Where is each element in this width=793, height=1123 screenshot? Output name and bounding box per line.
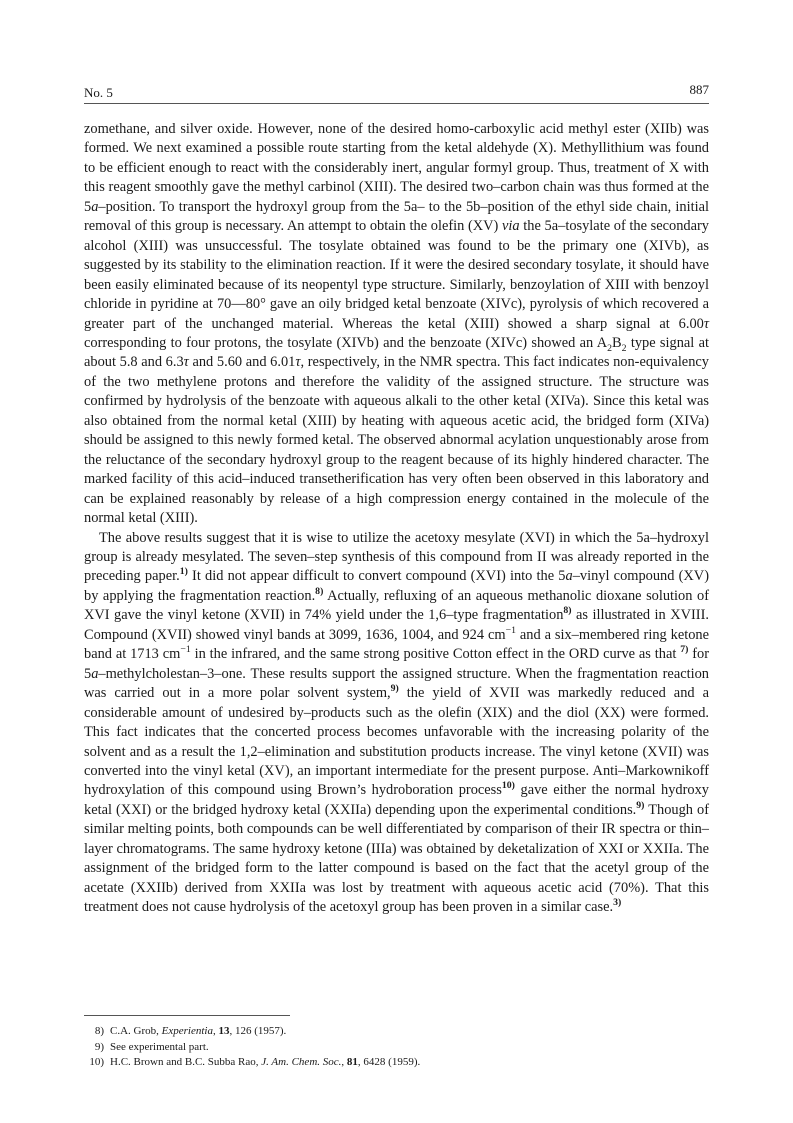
journal-issue: No. 5: [84, 85, 113, 100]
body-text: [84, 120, 709, 918]
running-header: [84, 82, 709, 102]
footnote-item: [84, 1040, 709, 1056]
footnote-number: 9): [94, 1040, 104, 1053]
footnote-text: See experimental part.: [110, 1040, 209, 1053]
header-rule: [84, 103, 709, 104]
footnotes: [84, 1024, 709, 1071]
page-number: 887: [689, 82, 709, 97]
footnote-number: 10): [89, 1056, 104, 1068]
footnote-item: [84, 1024, 709, 1040]
footnote-text: H.C. Brown and B.C. Subba Rao, J. Am. Chem. Soc., 81, 6428 (1959).: [110, 1056, 421, 1068]
paragraph-ketal-studies: zomethane, and silver oxide. However, none of the desired homo-carboxylic acid methyl ester (XIIb) was formed. We next examined a possible route starting from the ketal aldehyde (X). Methyllithium was found to be efficient enough to react with the considerably inert, angular formyl group. Thus, treatment of X with this reagent smoothly gave the methyl carbinol (XIII). The desired two–carbon chain was thus formed at the 5a–position. To transport the hydroxyl group from the 5a– to the 5b–position of the ethyl side chain, initial removal of this group is necessary. An attempt to obtain the olefin (XV) via the 5a–tosylate of the secondary alcohol (XIII) was unsuccessful. The tosylate obtained was found to be the primary one (XIVb), as suggested by its stability to the elimination reaction. If it were the desired secondary tosylate, it should have been easily eliminated because of its neopentyl type structure. Similarly, benzoylation of XIII with benzoyl chloride in pyridine at 70—80° gave an oily bridged ketal benzoate (XIVc), pyrolysis of which recovered a greater part of the unchanged material. Whereas the ketal (XIII) showed a sharp signal at 6.00τ corresponding to four protons, the tosylate (XIVb) and the benzoate (XIVc) showed an $A_2B_2$ type signal at about 5.8 and 6.3τ and 5.60 and 6.01τ, respectively, in the NMR spectra. This fact indicates non-equivalency of the two methylene protons and therefore the validity of the assigned structure. The structure was confirmed by hydrolysis of the benzoate with aqueous alkali to the other ketal (XIVa). Since this ketal was also obtained from the normal ketal (XIII) by heating with aqueous acetic acid, the bridged form (XIVa) should be assigned to this newly formed ketal. The observed abnormal acylation unquestionably arose from the reluctance of the secondary hydroxyl group to the reagent because of its highly hindered character. The marked facility of this acid–induced transetherification has very often been observed in this laboratory and can be explained reasonably by release of a high compression energy contained in the molecule of the normal ketal (XIII).: [84, 121, 709, 527]
footnote-rule: [84, 1015, 290, 1016]
footnote-number: 8): [94, 1025, 104, 1037]
paragraph-fragmentation: The above results suggest that it is wise to utilize the acetoxy mesylate (XVI) in which the 5a–hydroxyl group is already mesylated. The seven–step synthesis of this compound from II was already reported in the preceding paper.$^{1)}$ It did not appear difficult to convert compound (XVI) into the 5a–vinyl compound (XV) by applying the fragmentation reaction.$^{8)}$ Actually, refluxing of an aqueous methanolic dioxane solution of XVI gave the vinyl ketone (XVII) in 74% yield under the 1,6–type fragmentation$^{8)}$ as illustrated in XVIII. Compound (XVII) showed vinyl bands at 3099, 1636, 1004, and 924 $cm^{-1}$ and a six–membered ring ketone band at 1713 $cm^{-1}$ in the infrared, and the same strong positive Cotton effect in the ORD curve as that $^{7)}$ for 5a–methylcholestan–3–one. These results support the assigned structure. When the fragmentation reaction was carried out in a more polar solvent system,$^{9)}$ the yield of XVII was markedly reduced and a considerable amount of undesired by–products such as the olefin (XIX) and the diol (XX) were formed. This fact indicates that the concerted process becomes unfavorable with the increasing polarity of the solvent and as a result the 1,2–elimination and substitution products increase. The vinyl ketone (XVII) was converted into the vinyl ketal (XV), an important intermediate for the present purpose. Anti–Markownikoff hydroxylation of this compound using Brown’s hydroboration process$^{10)}$ gave either the normal hydroxy ketal (XXI) or the bridged hydroxy ketal (XXIIa) depending upon the experimental conditions.$^{9)}$ Though of similar melting points, both compounds can be well differentiated by comparison of their IR spectra or thin–layer chromatograms. The same hydroxy ketone (IIIa) was obtained by deketalization of XXI or XXIIa. The assignment of the bridged form to the latter compound is based on the fact that the acetyl group of the acetate (XXIIb) derived from XXIIa was lost by treatment with aqueous acetic acid (70%). That this treatment does not cause hydrolysis of the acetoxyl group has been proven in a similar case.$^{3)}$: [84, 529, 710, 916]
footnote-item: [84, 1055, 709, 1071]
footnote-text: C.A. Grob, Experientia, 13, 126 (1957).: [110, 1025, 287, 1037]
